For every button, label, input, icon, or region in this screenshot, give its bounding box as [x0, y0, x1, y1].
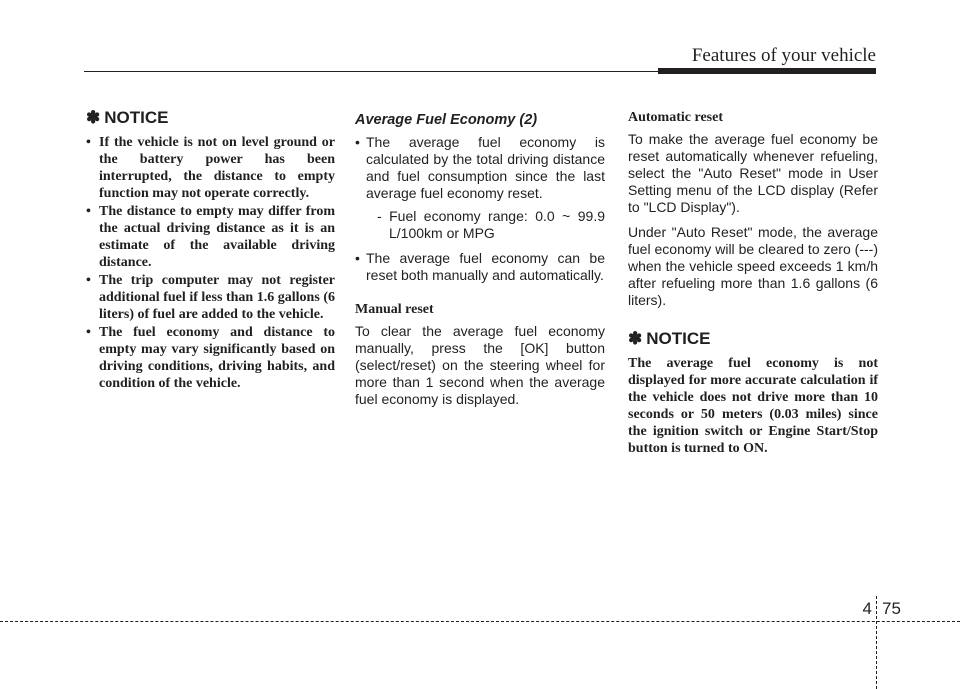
- bullet-icon: •: [355, 250, 360, 266]
- header-title: Features of your vehicle: [691, 45, 876, 66]
- list-item: [86, 324, 335, 392]
- list-item: [86, 272, 335, 323]
- footer-rule: [0, 621, 960, 622]
- header-rule-accent: [658, 68, 876, 74]
- list-item: [355, 250, 605, 284]
- page-number: 75: [882, 599, 901, 618]
- notice-list: [86, 134, 335, 392]
- notice-bullet-text: If the vehicle is not on level ground or the battery power has been interrupted, the distance to empty function may not operate correctly.: [99, 135, 335, 201]
- notice-bullet-text: The fuel economy and distance to empty may vary significantly based on driving conditions, driving habits, and condition of the vehicle.: [99, 325, 335, 391]
- bullet-text: The average fuel economy is calculated by the total driving distance and fuel consumption since the last average fuel economy reset.: [366, 134, 605, 201]
- bullet-text: The average fuel economy can be reset both manually and automatically.: [366, 250, 605, 283]
- list-item: [355, 134, 605, 242]
- notice-text: The average fuel economy is not displayed for more accurate calculation if the vehicle does not drive more than 10 seconds or 50 meters (0.03 miles) since the ignition switch or Engine Start/Stop button is turned to ON.: [628, 356, 878, 456]
- column-middle: [355, 106, 605, 416]
- notice-bullet-text: The trip computer may not register additional fuel if less than 1.6 gallons (6 liters) of fuel are added to the vehicle.: [99, 273, 335, 322]
- manual-reset-text: To clear the average fuel economy manually, press the [OK] button (select/reset) on the steering wheel for more than 1 second when the average fuel economy is displayed.: [355, 323, 605, 407]
- bullet-icon: •: [355, 134, 360, 150]
- column-left: [86, 106, 335, 393]
- notice-heading: [628, 329, 878, 349]
- notice-title: NOTICE: [104, 108, 169, 127]
- fuel-economy-range: - Fuel economy range: 0.0 ~ 99.9 L/100km or MPG: [377, 208, 605, 241]
- bullet-icon: •: [86, 325, 91, 340]
- chapter-number: 4: [862, 599, 872, 618]
- auto-reset-text: To make the average fuel economy be reset automatically whenever refueling, select the "Auto Reset" mode in User Setting menu of the LCD display (Refer to "LCD Display").: [628, 131, 878, 215]
- bullet-icon: •: [86, 135, 91, 150]
- auto-reset-mode-text: Under "Auto Reset" mode, the average fuel economy will be cleared to zero (---) when the vehicle speed exceeds 1 km/h after refueling more than 1.6 gallons (6 liters).: [628, 224, 878, 308]
- notice-mark-icon: ✽: [86, 108, 101, 127]
- list-item: [86, 203, 335, 271]
- bullet-icon: •: [86, 204, 91, 219]
- fuel-economy-list: [355, 134, 605, 284]
- footer-divider: [876, 596, 877, 689]
- auto-reset-title: Automatic reset: [628, 110, 723, 125]
- list-item: [86, 134, 335, 202]
- notice-bullet-text: The distance to empty may differ from the actual driving distance as it is an estimate of the available driving distance.: [99, 204, 335, 270]
- section-title: Average Fuel Economy (2): [355, 112, 538, 128]
- notice-title: NOTICE: [646, 329, 711, 348]
- bullet-icon: •: [86, 273, 91, 288]
- column-right: [628, 106, 878, 457]
- notice-heading: [86, 108, 335, 128]
- manual-reset-title: Manual reset: [355, 302, 434, 317]
- notice-mark-icon: ✽: [628, 329, 643, 348]
